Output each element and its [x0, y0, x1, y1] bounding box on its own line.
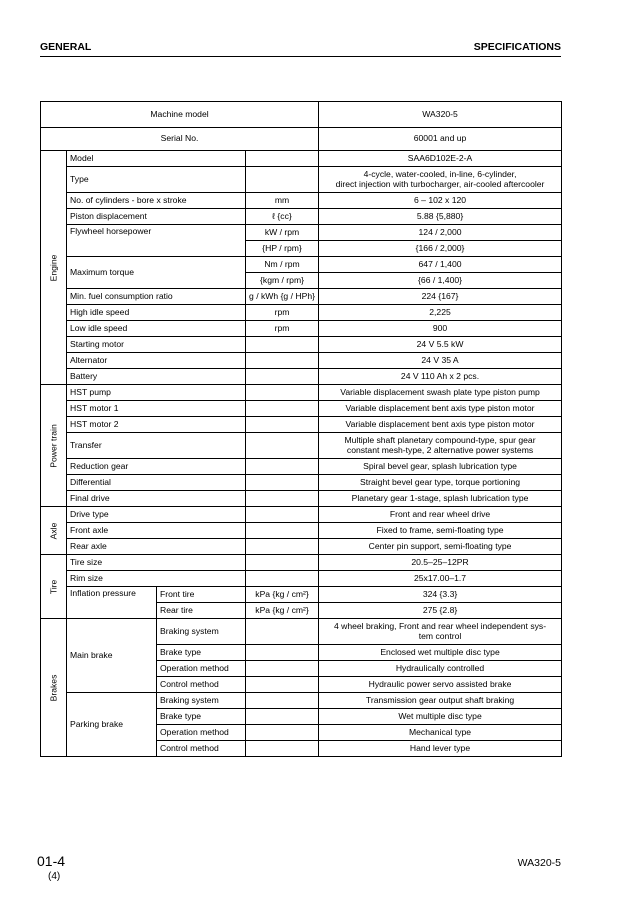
table-row: [41, 539, 562, 555]
spec-sublabel: Rear tire: [157, 603, 246, 619]
table-row: [41, 167, 562, 193]
table-row: [41, 321, 562, 337]
spec-unit: [246, 433, 319, 459]
spec-value: {66 / 1,400}: [319, 273, 562, 289]
table-row: [41, 209, 562, 225]
spec-unit: [246, 401, 319, 417]
header-rule: [40, 56, 561, 57]
table-row: [41, 353, 562, 369]
spec-label: Low idle speed: [67, 321, 246, 337]
spec-unit: [246, 725, 319, 741]
spec-label: Reduction gear: [67, 459, 246, 475]
spec-unit: kPa {kg / cm²}: [246, 587, 319, 603]
spec-label: Differential: [67, 475, 246, 491]
spec-value: 647 / 1,400: [319, 257, 562, 273]
spec-sublabel: Braking system: [157, 693, 246, 709]
table-row: [41, 523, 562, 539]
spec-label: Battery: [67, 369, 246, 385]
spec-value: 224 {167}: [319, 289, 562, 305]
spec-unit: rpm: [246, 321, 319, 337]
spec-unit: kW / rpm: [246, 225, 319, 241]
spec-sublabel: Operation method: [157, 725, 246, 741]
spec-label: Drive type: [67, 507, 246, 523]
spec-unit: [246, 645, 319, 661]
spec-label: Type: [67, 167, 246, 193]
footer-model: WA320-5: [517, 857, 561, 869]
table-row: [41, 401, 562, 417]
page-revision: (4): [48, 871, 61, 882]
spec-unit: [246, 369, 319, 385]
spec-unit: rpm: [246, 305, 319, 321]
spec-unit: {kgm / rpm}: [246, 273, 319, 289]
spec-unit: mm: [246, 193, 319, 209]
spec-label: Alternator: [67, 353, 246, 369]
group-axle: Axle: [41, 507, 67, 555]
table-row: [41, 369, 562, 385]
spec-value: Planetary gear 1-stage, splash lubrication type: [319, 491, 562, 507]
spec-value: Enclosed wet multiple disc type: [319, 645, 562, 661]
spec-value: 324 {3.3}: [319, 587, 562, 603]
spec-unit: [246, 491, 319, 507]
spec-label: No. of cylinders - bore x stroke: [67, 193, 246, 209]
spec-value: 25x17.00–1.7: [319, 571, 562, 587]
spec-sublabel: Operation method: [157, 661, 246, 677]
spec-unit: [246, 417, 319, 433]
spec-label: Main brake: [67, 619, 157, 693]
spec-label: Rim size: [67, 571, 246, 587]
spec-unit: Nm / rpm: [246, 257, 319, 273]
table-row: [41, 337, 562, 353]
table-row: [41, 555, 562, 571]
machine-model-label: Machine model: [41, 102, 319, 128]
table-row: [41, 102, 562, 128]
table-row: [41, 385, 562, 401]
table-row: [41, 459, 562, 475]
spec-value: Straight bevel gear type, torque portioning: [319, 475, 562, 491]
table-row: [41, 619, 562, 645]
spec-unit: [246, 475, 319, 491]
spec-unit: [246, 539, 319, 555]
spec-unit: [246, 523, 319, 539]
spec-value: Variable displacement swash plate type piston pump: [319, 385, 562, 401]
group-power-train: Power train: [41, 385, 67, 507]
header-chapter-title: SPECIFICATIONS: [473, 41, 561, 53]
spec-value: Transmission gear output shaft braking: [319, 693, 562, 709]
spec-label: Rear axle: [67, 539, 246, 555]
spec-label: Flywheel horsepower: [67, 225, 246, 257]
table-row: [41, 507, 562, 523]
serial-value: 60001 and up: [319, 128, 562, 151]
spec-label: Final drive: [67, 491, 246, 507]
spec-label: HST motor 2: [67, 417, 246, 433]
spec-value: Variable displacement bent axis type piston motor: [319, 417, 562, 433]
spec-value: Center pin support, semi-floating type: [319, 539, 562, 555]
spec-value: 900: [319, 321, 562, 337]
spec-label: HST pump: [67, 385, 246, 401]
spec-value: Fixed to frame, semi-floating type: [319, 523, 562, 539]
spec-unit: [246, 677, 319, 693]
spec-value: Multiple shaft planetary compound-type, spur gear constant mesh-type, 2 alternative power systems: [319, 433, 562, 459]
spec-unit: kPa {kg / cm²}: [246, 603, 319, 619]
table-row: [41, 491, 562, 507]
spec-sublabel: Control method: [157, 677, 246, 693]
spec-sublabel: Braking system: [157, 619, 246, 645]
table-row: [41, 433, 562, 459]
spec-unit: [246, 167, 319, 193]
machine-model-value: WA320-5: [319, 102, 562, 128]
spec-value: Spiral bevel gear, splash lubrication type: [319, 459, 562, 475]
spec-value: Mechanical type: [319, 725, 562, 741]
spec-sublabel: Brake type: [157, 709, 246, 725]
spec-value: 275 {2.8}: [319, 603, 562, 619]
serial-label: Serial No.: [41, 128, 319, 151]
spec-unit: [246, 619, 319, 645]
spec-value: Front and rear wheel drive: [319, 507, 562, 523]
spec-unit: [246, 741, 319, 757]
spec-unit: [246, 709, 319, 725]
table-row: [41, 128, 562, 151]
spec-label: Piston displacement: [67, 209, 246, 225]
spec-label: Transfer: [67, 433, 246, 459]
spec-unit: [246, 385, 319, 401]
spec-label: Maximum torque: [67, 257, 246, 289]
spec-unit: [246, 693, 319, 709]
spec-label: Model: [67, 151, 246, 167]
group-brakes: Brakes: [41, 619, 67, 757]
spec-label: HST motor 1: [67, 401, 246, 417]
spec-value: Hydraulic power servo assisted brake: [319, 677, 562, 693]
spec-value: Hand lever type: [319, 741, 562, 757]
table-row: [41, 289, 562, 305]
table-row: [41, 305, 562, 321]
spec-value: 24 V 5.5 kW: [319, 337, 562, 353]
table-row: [41, 475, 562, 491]
spec-label: Front axle: [67, 523, 246, 539]
page-number: 01-4: [37, 853, 66, 869]
specifications-table: [40, 101, 562, 757]
spec-unit: [246, 571, 319, 587]
header-section-title: GENERAL: [40, 41, 92, 53]
spec-value: 6 – 102 x 120: [319, 193, 562, 209]
spec-unit: ℓ {cc}: [246, 209, 319, 225]
table-row: [41, 193, 562, 209]
spec-value: Wet multiple disc type: [319, 709, 562, 725]
spec-value: 5.88 {5,880}: [319, 209, 562, 225]
table-row: [41, 693, 562, 709]
spec-value: {166 / 2,000}: [319, 241, 562, 257]
spec-label: Tire size: [67, 555, 246, 571]
spec-sublabel: Control method: [157, 741, 246, 757]
spec-value: 4-cycle, water-cooled, in-line, 6-cylinder, direct injection with turbocharger, air-cooled aftercooler: [319, 167, 562, 193]
table-row: [41, 587, 562, 603]
table-row: [41, 257, 562, 273]
spec-label: Min. fuel consumption ratio: [67, 289, 246, 305]
spec-sublabel: Front tire: [157, 587, 246, 603]
spec-sublabel: Brake type: [157, 645, 246, 661]
table-row: [41, 417, 562, 433]
spec-value: 24 V 110 Ah x 2 pcs.: [319, 369, 562, 385]
group-tire: Tire: [41, 555, 67, 619]
spec-label: Inflation pressure: [67, 587, 157, 619]
spec-unit: [246, 151, 319, 167]
spec-unit: [246, 337, 319, 353]
spec-unit: [246, 459, 319, 475]
group-engine: Engine: [41, 151, 67, 385]
spec-unit: [246, 507, 319, 523]
spec-unit: [246, 353, 319, 369]
spec-label: Starting motor: [67, 337, 246, 353]
spec-value: 20.5–25–12PR: [319, 555, 562, 571]
spec-value: 124 / 2,000: [319, 225, 562, 241]
spec-value: Hydraulically controlled: [319, 661, 562, 677]
spec-value: 2,225: [319, 305, 562, 321]
spec-unit: {HP / rpm}: [246, 241, 319, 257]
spec-value: 4 wheel braking, Front and rear wheel independent sys- tem control: [319, 619, 562, 645]
spec-value: 24 V 35 A: [319, 353, 562, 369]
spec-unit: [246, 555, 319, 571]
table-row: [41, 225, 562, 241]
spec-label: Parking brake: [67, 693, 157, 757]
spec-value: Variable displacement bent axis type piston motor: [319, 401, 562, 417]
table-row: [41, 151, 562, 167]
spec-unit: g / kWh {g / HPh}: [246, 289, 319, 305]
spec-unit: [246, 661, 319, 677]
spec-label: High idle speed: [67, 305, 246, 321]
spec-value: SAA6D102E-2-A: [319, 151, 562, 167]
table-row: [41, 571, 562, 587]
